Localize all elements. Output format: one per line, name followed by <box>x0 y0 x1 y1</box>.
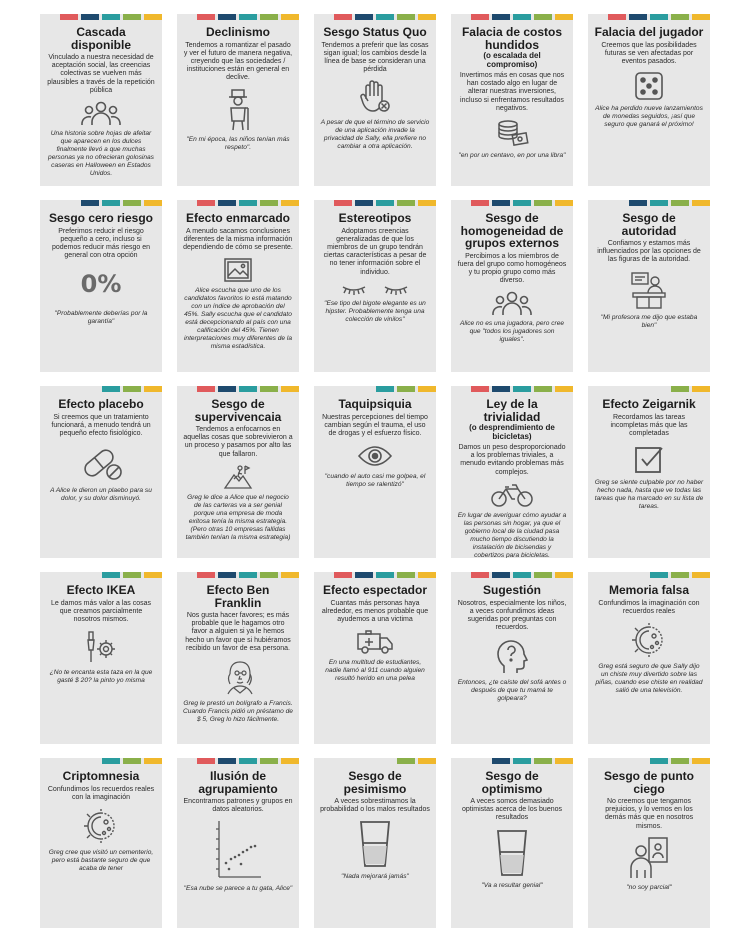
bias-card <box>451 758 573 928</box>
bicycle-icon <box>489 482 535 508</box>
color-bars <box>650 758 710 764</box>
card-description: Tendemos a preferir que las cosas sigan igual; los cambios desde la línea de base se consideran una pérdida <box>321 41 429 74</box>
color-bars <box>334 200 436 206</box>
ambulance-icon <box>356 629 394 655</box>
picture-frame-icon <box>223 257 253 283</box>
group-icon <box>81 100 121 126</box>
card-subtitle: (o desprendimiento de bicicletas) <box>469 423 555 441</box>
card-title-text: Sesgo de supervivencaia <box>194 397 282 424</box>
card-description: A veces sobrestimamos la probabilidad o los malos resultados <box>320 798 430 814</box>
bias-card <box>40 572 162 744</box>
card-description: Le damos más valor a las cosas que creamos parcialmente nosotros mismos. <box>51 599 151 623</box>
card-example: Greg se siente culpable por no haber hecho nada, hasta que ve todas las tareas que ha marcado en su lista de tareas. <box>594 479 704 511</box>
card-description: Tendemos a romantizar el pasado y ver el futuro de manera negativa, creyendo que las sociedades / instituciones están en general en declive. <box>183 41 293 82</box>
color-bars <box>102 386 162 392</box>
color-bars <box>334 14 436 20</box>
bias-card <box>451 572 573 744</box>
bias-card <box>314 386 436 558</box>
card-title <box>457 398 567 441</box>
bias-card <box>588 200 710 372</box>
card-description: Cuantas más personas haya alrededor, es menos probable que ayudemos a una victima <box>321 599 429 623</box>
card-title <box>183 398 293 423</box>
glass-half-empty-icon <box>358 819 392 869</box>
color-bars <box>60 14 162 20</box>
card-description: No creemos que tengamos prejuicios, y lo vemos en los demás más que en nosotros mismos. <box>604 798 694 830</box>
card-subtitle: (o escalada del compromiso) <box>483 51 541 69</box>
color-bars <box>492 758 573 764</box>
card-title <box>338 398 411 411</box>
card-title <box>457 770 567 795</box>
card-title-text: Falacia del jugador <box>594 25 704 39</box>
head-question-icon <box>496 637 528 675</box>
card-title-text: Declinismo <box>205 25 271 39</box>
bias-card <box>177 758 299 928</box>
card-title <box>320 770 430 795</box>
color-bars <box>197 758 299 764</box>
card-title <box>183 584 293 609</box>
color-bars <box>197 572 299 578</box>
card-title-text: Efecto Ben Franklin <box>206 583 270 610</box>
card-title-text: Sesgo cero riesgo <box>48 211 154 225</box>
card-title <box>183 770 293 795</box>
card-title-text: Sugestión <box>482 583 541 597</box>
dice-icon <box>634 71 664 101</box>
card-example: "no soy parcial" <box>626 883 672 891</box>
card-title-text: Sesgo de homogeneidad de grupos externos <box>460 211 564 250</box>
bias-card <box>588 758 710 928</box>
card-title <box>602 398 695 411</box>
bias-card <box>451 200 573 372</box>
card-title-text: Efecto Zeigarnik <box>602 397 696 411</box>
card-title <box>323 26 426 39</box>
color-bars <box>629 200 710 206</box>
glass-half-full-icon <box>495 828 529 878</box>
card-title-text: Sesgo de punto ciego <box>604 769 694 796</box>
card-description: Recordamos las tareas incompletas más que las completadas <box>610 413 688 437</box>
card-example: "Probablemente deberías por la garantía" <box>54 310 148 326</box>
card-title-text: Memoria falsa <box>608 583 690 597</box>
card-title <box>595 26 704 39</box>
card-example: "en por un centavo, en por una libra" <box>458 152 566 160</box>
bias-card <box>177 200 299 372</box>
card-description: Confiamos y estamos más influenciados por las opciones de las figuras de la autoridad. <box>597 240 701 264</box>
card-example: Alice no es una jugadora, pero cree que "todos los jugadores son iguales". <box>459 320 565 344</box>
card-title-text: Falacia de costos hundidos <box>461 25 563 52</box>
card-title <box>339 212 412 225</box>
card-title <box>58 398 143 411</box>
tools-icon <box>84 629 118 665</box>
color-bars <box>471 14 573 20</box>
color-bars <box>671 386 710 392</box>
bias-card <box>40 386 162 558</box>
bias-card <box>588 572 710 744</box>
card-description: Confundimos los recuerdos reales con la imaginación <box>47 785 155 801</box>
card-example: En lugar de averiguar cómo ayudar a las personas sin hogar, ya que el gobierno local de la ciudad pasa mucho tiempo discutiendo la instalación de bicisendas y cobertizos para bicicletas. <box>457 511 567 558</box>
card-example: "En mi época, las niños tenían más respeto". <box>186 135 290 151</box>
card-title <box>323 584 427 597</box>
color-bars <box>471 200 573 206</box>
card-title <box>483 584 541 597</box>
card-title-text: Sesgo de optimismo <box>481 769 543 796</box>
card-title <box>206 26 270 39</box>
card-example: Greg cree que visitó un cementerio, pero está bastante seguro de que acaba de tener <box>48 848 154 872</box>
sun-moon-icon <box>82 807 120 845</box>
card-description: Encontramos patrones y grupos en datos aleatorios. <box>183 798 293 814</box>
card-title <box>63 770 140 783</box>
card-example: Greg le dice a Alice que el negocio de las carteras va a ser genial porque una empresa de moda exitosa tenía la misma estrategia. (Pero otras 10 empresas fallidas también tenían la misma estrategia) <box>185 493 291 541</box>
card-title <box>457 212 567 250</box>
card-description: Damos un peso desproporcionado a los problemas triviales, a menudo evitando problemas más complejos. <box>458 444 566 476</box>
card-example: A pesar de que el término de servicio de una aplicación invade la privacidad de Sally, ella prefiere no cambiar a otra aplicación. <box>320 119 430 151</box>
card-example: "Va a resultar genial" <box>481 881 543 889</box>
card-title-text: Ilusión de agrupamiento <box>198 769 278 796</box>
big-percent <box>81 270 122 298</box>
bias-card <box>588 14 710 186</box>
card-example: Alice ha perdido nueve lanzamientos de monedas seguidos, ¡así que seguro que ganará el próximo! <box>595 105 703 129</box>
card-example: Greg le prestó un bolígrafo a Francis. Cuando Francis pidió un préstamo de $ 5, Greg lo hizo fácilmente. <box>183 700 293 724</box>
card-title <box>457 26 567 69</box>
card-title <box>594 212 704 237</box>
old-man-icon <box>221 88 255 132</box>
card-title-text: Ley de la trivialidad <box>483 397 541 424</box>
card-description: A menudo sacamos conclusiones diferentes de la misma información dependiendo de cómo se presente. <box>183 227 293 251</box>
card-example: A Alice le dieron un plaebo para su dolor, y su dolor disminuyó. <box>50 487 152 503</box>
card-description: Preferimos reducir el riesgo pequeño a cero, incluso si podemos reducir más riesgo en general con otra opción <box>51 227 151 260</box>
color-bars <box>81 200 162 206</box>
bias-card <box>177 386 299 558</box>
card-example: "Ese tipo del bigote elegante es un hipster. Probablemente tenga una colección de vinilos" <box>324 299 426 323</box>
coins-icon <box>495 118 529 148</box>
card-example: "Esa nube se parece a tu gata, Alice" <box>183 885 293 893</box>
checkbox-icon <box>633 443 665 475</box>
bias-card <box>40 14 162 186</box>
color-bars <box>650 572 710 578</box>
color-bars <box>197 14 299 20</box>
card-example: "Mi profesora me dijo que estaba bien" <box>600 313 698 329</box>
bias-card <box>314 14 436 186</box>
professor-icon <box>629 270 669 310</box>
color-bars <box>376 386 436 392</box>
card-title <box>186 212 290 225</box>
card-description: Vinculado a nuestra necesidad de aceptación social, las creencias colectivas se vuelven más plausibles a través de la repetición pública <box>47 54 155 94</box>
bias-card <box>314 200 436 372</box>
card-title-text: Sesgo de pesimismo <box>343 769 407 796</box>
card-title-text: Sesgo Status Quo <box>323 25 427 39</box>
scatter-plot-icon <box>213 819 263 881</box>
bias-card <box>40 758 162 928</box>
card-title-text: Estereotipos <box>338 211 412 225</box>
pill-icon <box>79 443 123 483</box>
card-description: Nos gusta hacer favores; es más probable que le hagamos otro favor a alguien si ya le hemos hecho un favor que si hubiéramos recibido un favor de esa persona. <box>185 612 291 652</box>
color-bars <box>471 386 573 392</box>
card-example: Alice escucha que uno de los candidatos favoritos lo está matando con un índice de aprobación del 45%. Sally escucha que el candidato está decepcionando al país con una calificación del 45%. Tienen interpretaciones muy diferentes de la misma estadística. <box>183 287 293 351</box>
card-title-text: Efecto placebo <box>58 397 144 411</box>
card-description: Nosotros, especialmente los niños, a veces confundimos ideas sugeridas por preguntas con recuerdos. <box>457 599 567 632</box>
card-title <box>609 584 689 597</box>
mirror-person-icon <box>629 836 669 880</box>
card-title <box>49 212 153 225</box>
card-description: Percibimos a los miembros de fuera del grupo como homogéneos y tu propio grupo como más diverso. <box>457 252 567 285</box>
card-description: Nuestras percepciones del tiempo cambian según el trauma, el uso de drogas y el esfuerzo físico. <box>322 413 428 437</box>
card-example: "cuando el auto casi me golpea, el tiempo se ralentizó" <box>324 473 426 489</box>
card-example: Una historia sobre hojas de afeitar que aparecen en los dulces finalmente llevó a que muchas personas ya no ofrecieran golosinas caseras en Halloween en Estados Unidos. <box>48 130 154 178</box>
mountain-climber-icon <box>223 464 253 490</box>
card-title <box>67 584 136 597</box>
card-example: En una multitud de estudiantes, nadie llamó al 911 cuando alguien resultó herido en una pelea <box>325 659 425 683</box>
card-description: Si creemos que un tratamiento funcionará, a menudo tendrá un pequeño efecto fisiológico. <box>51 413 151 437</box>
ben-franklin-icon <box>220 658 256 696</box>
card-description: A veces somos demasiado optimistas acerca de los buenos resultados <box>462 798 562 822</box>
card-title-text: Cascada disponible <box>71 25 131 52</box>
card-title <box>46 26 156 51</box>
hand-stop-icon <box>358 79 392 115</box>
card-title-text: Efecto espectador <box>322 583 428 597</box>
eyelashes-icon <box>340 282 410 296</box>
card-title <box>594 770 704 795</box>
big-percent-text: 0% <box>80 270 122 299</box>
color-bars <box>102 572 162 578</box>
card-example: Greg está seguro de que Sally dijo un chiste muy divertido sobre las piñas, cuando ese chiste en realidad salió de una televisión. <box>595 662 703 694</box>
card-example: ¿No te encanta esta taza en la que gasté $ 20? la pinto yo misma <box>49 669 153 685</box>
card-example: "Nada mejorará jamás" <box>341 873 409 881</box>
card-description: Confundimos la imaginación con recuerdos reales <box>598 599 700 615</box>
color-bars <box>397 758 436 764</box>
color-bars <box>608 14 710 20</box>
bias-card <box>314 758 436 928</box>
bias-card <box>177 14 299 186</box>
bias-card <box>451 386 573 558</box>
bias-card <box>40 200 162 372</box>
card-title-text: Criptomnesia <box>62 769 140 783</box>
bias-card <box>177 572 299 744</box>
card-example: Entonces, ¿te caíste del sofá antes o después de que tu mamá te golpeara? <box>457 679 567 703</box>
color-bars <box>197 200 299 206</box>
color-bars <box>197 386 299 392</box>
color-bars <box>102 758 162 764</box>
color-bars <box>334 572 436 578</box>
bias-card <box>314 572 436 744</box>
card-description: Invertimos más en cosas que nos han costado algo en lugar de alterar nuestras inversiones, incluso si enfrentamos resultados negativos. <box>459 72 565 112</box>
card-description: Creemos que las posibilidades futuras se ven afectadas por eventos pasados. <box>601 41 697 65</box>
card-title-text: Taquipsiquia <box>338 397 412 411</box>
bias-card <box>588 386 710 558</box>
card-title-text: Sesgo de autoridad <box>621 211 677 238</box>
bias-card-grid <box>40 14 712 944</box>
card-description: Adoptamos creencias generalizadas de que los miembros de un grupo tendrán ciertas características a pesar de no tener información sobre el individuo. <box>323 227 427 276</box>
card-title-text: Efecto IKEA <box>66 583 136 597</box>
card-title-text: Efecto enmarcado <box>185 211 291 225</box>
group-icon <box>492 290 532 316</box>
color-bars <box>471 572 573 578</box>
eye-icon <box>357 443 393 469</box>
sun-moon-icon <box>630 621 668 659</box>
bias-card <box>451 14 573 186</box>
card-description: Tendemos a enfocarnos en aquellas cosas que sobrevivieron a un proceso y pasamos por alto las que fallaron. <box>183 426 293 458</box>
